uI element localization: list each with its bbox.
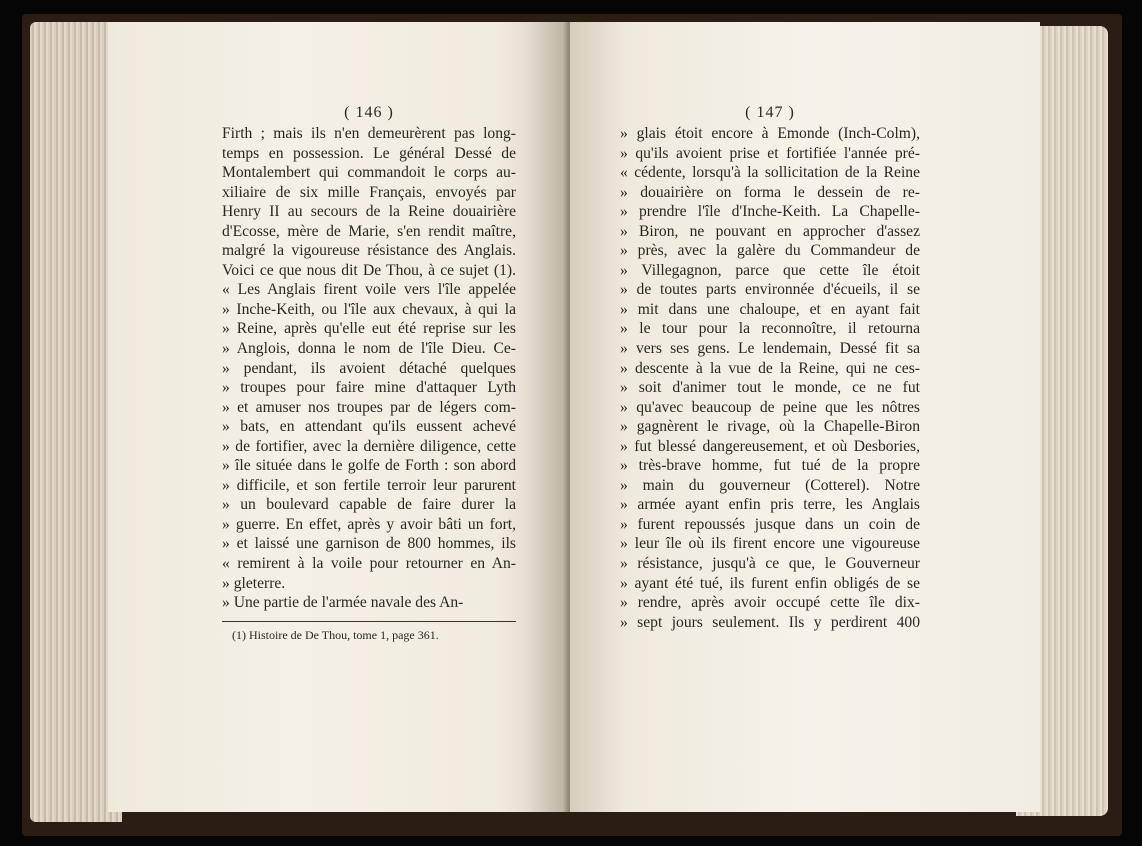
left-page: [108, 22, 566, 812]
text-line: » Inche-Keith, ou l'île aux chevaux, à qui la: [222, 300, 516, 318]
gutter-shadow: [526, 22, 566, 812]
text-line: » leur île où ils firent encore une vigoureuse: [620, 535, 920, 553]
text-line: » prendre l'île d'Inche-Keith. La Chapelle-: [620, 203, 920, 221]
text-line: » de toutes parts environnée d'écueils, il se: [620, 281, 920, 299]
text-line: » île située dans le golfe de Forth : son abord: [222, 457, 516, 475]
text-line: Voici ce que nous dit De Thou, à ce sujet (1).: [222, 261, 516, 279]
page-number: ( 147 ): [745, 104, 795, 121]
text-line: » pendant, ils avoient détaché quelques: [222, 359, 516, 377]
text-line: » Anglois, donna le nom de l'île Dieu. Ce-: [222, 340, 516, 358]
text-line: temps en possession. Le général Dessé de: [222, 144, 516, 162]
text-line: » glais étoit encore à Emonde (Inch-Colm),: [620, 125, 920, 142]
right-page-text: [620, 104, 920, 632]
right-page: [570, 22, 1040, 812]
text-line: Firth ; mais ils n'en demeurèrent pas long-: [222, 125, 516, 142]
text-line: » qu'avec beaucoup de peine que les nôtres: [620, 398, 920, 416]
footnote-rule: [222, 621, 516, 622]
page-number: ( 146 ): [344, 104, 394, 121]
text-line: » résistance, jusqu'à ce que, le Gouverneur: [620, 555, 920, 573]
text-line: » rendre, après avoir occupé cette île dix-: [620, 594, 920, 612]
text-line: « Les Anglais firent voile vers l'île appelée: [222, 281, 516, 299]
text-line: d'Ecosse, mère de Marie, s'en rendit maître,: [222, 222, 516, 240]
footnote: (1) Histoire de De Thou, tome 1, page 361.: [232, 627, 439, 642]
text-line: » sept jours seulement. Ils y perdirent 400: [620, 613, 920, 631]
text-line: » et laissé une garnison de 800 hommes, ils: [222, 535, 516, 553]
text-line: » vers ses gens. Le lendemain, Dessé fit sa: [620, 340, 920, 358]
text-line: » de fortifier, avec la dernière diligence, cette: [222, 437, 516, 455]
text-line: » un boulevard capable de faire durer la: [222, 496, 516, 514]
text-line: » gagnèrent le rivage, où la Chapelle-Biron: [620, 418, 920, 436]
text-line: « cédente, lorsqu'à la sollicitation de la Reine: [620, 164, 920, 182]
text-line: » et amuser nos troupes par de légers com-: [222, 398, 516, 416]
text-line: » armée ayant enfin pris terre, les Anglais: [620, 496, 920, 514]
text-line: » troupes pour faire mine d'attaquer Lyth: [222, 379, 516, 397]
text-line: » ayant été tué, ils furent enfin obligés de se: [620, 574, 920, 592]
text-line: » Villegagnon, parce que cette île étoit: [620, 261, 920, 279]
text-line: » gleterre.: [222, 574, 286, 592]
text-line: » très-brave homme, fut tué de la propre: [620, 457, 920, 475]
text-line: » descente à la vue de la Reine, qui ne ces-: [620, 359, 920, 377]
text-line: » Reine, après qu'elle eut été reprise sur les: [222, 320, 516, 338]
left-page-lines: [222, 124, 516, 613]
text-line: » près, avec la galère du Commandeur de: [620, 242, 920, 260]
text-line: » le tour pour la reconnoître, il retourna: [620, 320, 920, 338]
text-line: » main du gouverneur (Cotterel). Notre: [620, 476, 920, 494]
text-line: » furent repoussés jusque dans un coin de: [620, 515, 920, 533]
text-line: Montalembert qui commandoit le corps au-: [222, 164, 516, 182]
text-line: » Une partie de l'armée navale des An-: [222, 594, 464, 612]
text-line: » bats, en attendant qu'ils eussent achevé: [222, 418, 516, 436]
text-line: » difficile, et son fertile terroir leur parurent: [222, 476, 516, 494]
text-line: » douairière on forma le dessein de re-: [620, 183, 920, 201]
text-line: » guerre. En effet, après y avoir bâti un fort,: [222, 515, 516, 533]
text-line: xiliaire de six mille Français, envoyés par: [222, 183, 516, 201]
text-line: » soit d'animer tout le monde, ce ne fut: [620, 379, 920, 397]
text-line: » qu'ils avoient prise et fortifiée l'année pré-: [620, 144, 920, 162]
text-line: » mit dans une chaloupe, et en ayant fait: [620, 300, 920, 318]
text-line: » fut blessé dangereusement, et où Desbories,: [620, 437, 920, 455]
right-page-lines: [620, 124, 920, 632]
text-line: « remirent à la voile pour retourner en An-: [222, 555, 516, 573]
text-line: malgré la vigoureuse résistance des Anglais.: [222, 242, 516, 260]
left-page-text: [222, 104, 516, 643]
text-line: » Biron, ne pouvant en approcher d'assez: [620, 222, 920, 240]
text-line: Henry II au secours de la Reine douairière: [222, 203, 516, 221]
